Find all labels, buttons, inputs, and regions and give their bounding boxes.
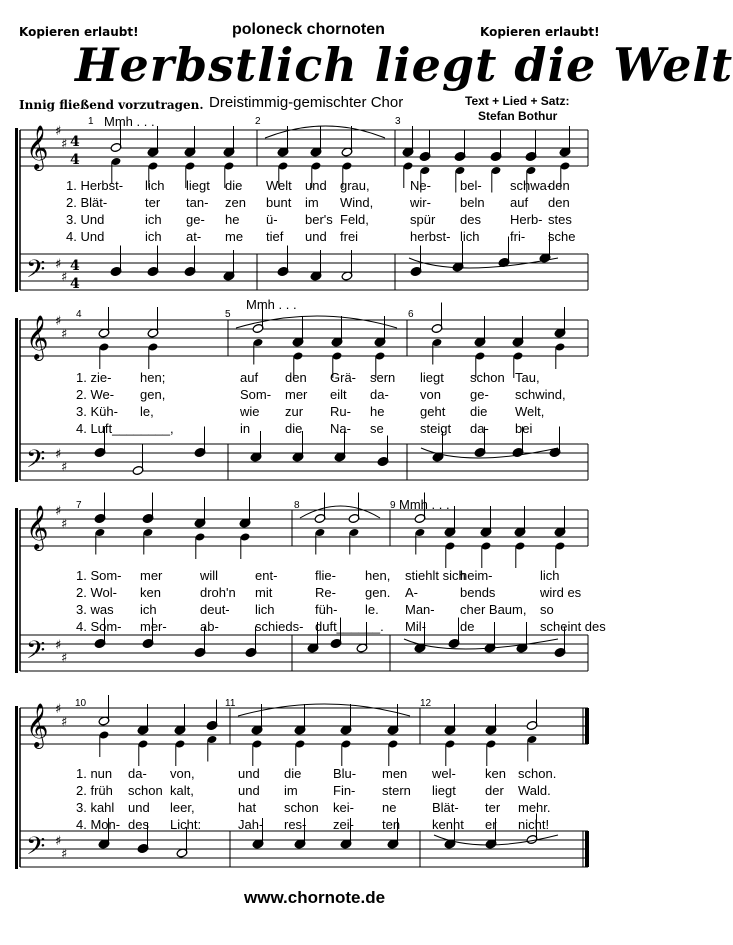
lyric-syllable: lich bbox=[460, 229, 480, 244]
lyric-syllable: 4. Mon- bbox=[76, 817, 121, 832]
measure-number: 9 bbox=[390, 500, 396, 511]
lyric-syllable: Fin- bbox=[333, 783, 356, 798]
system-bracket bbox=[15, 128, 18, 292]
lyric-syllable: 4. Und bbox=[66, 229, 105, 244]
measure-number: 12 bbox=[420, 698, 432, 709]
lyric-syllable: scheint des bbox=[540, 619, 606, 634]
lyric-syllable: zur bbox=[285, 404, 304, 419]
lyric-syllable: liegt bbox=[186, 178, 210, 193]
lyric-syllable: res- bbox=[284, 817, 307, 832]
lyric-syllable: 4. Luft________, bbox=[76, 421, 174, 436]
lyric-syllable: Feld, bbox=[340, 212, 369, 227]
lyric-syllable: ü- bbox=[266, 212, 278, 227]
lyric-syllable: wir- bbox=[410, 195, 431, 210]
lyric-syllable: mit bbox=[255, 585, 273, 600]
lyric-syllable: der bbox=[485, 783, 504, 798]
lyric-syllable: eilt bbox=[330, 387, 347, 402]
lyric-syllable: men bbox=[382, 766, 408, 781]
lyric-syllable: ich bbox=[145, 212, 162, 227]
lyric-syllable: spür bbox=[410, 212, 436, 227]
treble-clef-icon: 𝄞 bbox=[26, 315, 49, 359]
sharp-icon: ♯ bbox=[55, 124, 62, 139]
sharp-icon: ♯ bbox=[61, 715, 68, 730]
measure-number: 6 bbox=[408, 309, 414, 320]
credit-line-2: Stefan Bothur bbox=[478, 109, 558, 123]
lyric-syllable: da- bbox=[470, 421, 489, 436]
lyric-syllable: da- bbox=[128, 766, 147, 781]
lyric-syllable: ab- bbox=[200, 619, 219, 634]
lyric-syllable: kei- bbox=[333, 800, 354, 815]
lyric-syllable: hat bbox=[238, 800, 257, 815]
lyric-syllable: ich bbox=[140, 602, 157, 617]
lyric-syllable: geht bbox=[420, 404, 446, 419]
lyric-syllable: frei bbox=[340, 229, 359, 244]
lyric-syllable: lich bbox=[145, 178, 165, 193]
lyric-syllable: ne bbox=[382, 800, 397, 815]
sharp-icon: ♯ bbox=[55, 447, 62, 462]
lyric-syllable: zen bbox=[225, 195, 246, 210]
lyric-syllable: duft______. bbox=[315, 619, 384, 634]
lyric-syllable: und bbox=[238, 783, 260, 798]
lyric-syllable: den bbox=[548, 195, 570, 210]
lyric-syllable: 2. Wol- bbox=[76, 585, 117, 600]
copy-notice-right: Kopieren erlaubt! bbox=[480, 25, 600, 39]
lyric-syllable: lich bbox=[255, 602, 275, 617]
sharp-icon: ♯ bbox=[55, 702, 62, 717]
lyric-syllable: liegt bbox=[420, 370, 444, 385]
lyric-syllable: Ne- bbox=[410, 178, 431, 193]
measure-number: 7 bbox=[76, 500, 82, 511]
lyric-syllable: die bbox=[470, 404, 488, 419]
lyric-syllable: kalt, bbox=[170, 783, 194, 798]
lyric-syllable: sern bbox=[370, 370, 396, 385]
slur bbox=[265, 126, 385, 138]
lyric-syllable: bel- bbox=[460, 178, 482, 193]
lyric-syllable: die bbox=[284, 766, 302, 781]
lyric-syllable: Herb- bbox=[510, 212, 543, 227]
sharp-icon: ♯ bbox=[55, 257, 62, 272]
lyric-syllable: ge- bbox=[470, 387, 489, 402]
treble-clef-icon: 𝄞 bbox=[26, 505, 49, 549]
measure-number: 4 bbox=[76, 309, 82, 320]
lyric-syllable: ken bbox=[485, 766, 506, 781]
lyric-syllable: in bbox=[240, 421, 251, 436]
lyric-syllable: Wald. bbox=[518, 783, 551, 798]
lyric-syllable: kennt bbox=[432, 817, 464, 832]
lyric-syllable: ter bbox=[145, 195, 161, 210]
lyric-syllable: grau, bbox=[340, 178, 370, 193]
lyric-syllable: Mil- bbox=[405, 619, 426, 634]
lyric-syllable: le, bbox=[140, 404, 154, 419]
sharp-icon: ♯ bbox=[61, 847, 68, 862]
lyric-syllable: se bbox=[370, 421, 384, 436]
lyric-syllable: mer- bbox=[140, 619, 167, 634]
lyric-syllable: mer bbox=[285, 387, 308, 402]
lyric-syllable: Ru- bbox=[330, 404, 351, 419]
lyric-syllable: stiehlt sich bbox=[405, 568, 466, 583]
lyric-syllable: will bbox=[200, 568, 219, 583]
lyric-syllable: 1. zie- bbox=[76, 370, 112, 385]
bass-clef-icon: 𝄢 bbox=[26, 255, 46, 290]
lyric-syllable: bei bbox=[515, 421, 533, 436]
lyric-syllable: wel- bbox=[432, 766, 456, 781]
treble-clef-icon: 𝄞 bbox=[26, 125, 49, 169]
lyric-syllable: die bbox=[285, 421, 303, 436]
lyric-syllable: wie bbox=[240, 404, 260, 419]
tempo-marking: Innig fließend vorzutragen. bbox=[19, 98, 204, 112]
lyric-syllable: 3. Küh- bbox=[76, 404, 118, 419]
lyric-syllable: ter bbox=[485, 800, 501, 815]
lyric-syllable: und bbox=[128, 800, 150, 815]
lyric-syllable: den bbox=[285, 370, 307, 385]
lyric-syllable: Som- bbox=[240, 387, 272, 402]
lyric-syllable: Welt bbox=[266, 178, 292, 193]
lyric-syllable: im bbox=[284, 783, 298, 798]
time-signature: 4 bbox=[70, 258, 80, 274]
lyric-syllable: mehr. bbox=[518, 800, 551, 815]
lyric-syllable: Blät- bbox=[432, 800, 459, 815]
lyric-syllable: von, bbox=[170, 766, 195, 781]
lyric-syllable: Wind, bbox=[340, 195, 374, 210]
lyric-syllable: Na- bbox=[330, 421, 351, 436]
credit-line-1: Text + Lied + Satz: bbox=[465, 94, 570, 108]
hum-marking: Mmh . . . bbox=[246, 297, 297, 312]
measure-number: 1 bbox=[88, 116, 94, 127]
treble-clef-icon: 𝄞 bbox=[26, 703, 49, 747]
lyric-syllable: A- bbox=[405, 585, 418, 600]
lyric-syllable: 1. nun bbox=[76, 766, 113, 781]
lyric-syllable: den bbox=[548, 178, 570, 193]
lyric-syllable: he bbox=[370, 404, 385, 419]
lyric-syllable: er bbox=[485, 817, 497, 832]
lyric-syllable: 3. Und bbox=[66, 212, 105, 227]
system-bracket bbox=[15, 318, 18, 482]
lyric-syllable: nicht! bbox=[518, 817, 550, 832]
lyric-syllable: so bbox=[540, 602, 554, 617]
lyric-syllable: ent- bbox=[255, 568, 278, 583]
song-title: Herbstlich liegt die Welt bbox=[75, 38, 733, 92]
lyric-syllable: lich bbox=[540, 568, 560, 583]
lyric-syllable: 2. früh bbox=[76, 783, 113, 798]
lyric-syllable: 4. Som- bbox=[76, 619, 122, 634]
lyric-syllable: Tau, bbox=[515, 370, 540, 385]
lyric-syllable: schon bbox=[284, 800, 319, 815]
lyric-syllable: im bbox=[305, 195, 319, 210]
measure-number: 10 bbox=[75, 698, 87, 709]
lyric-syllable: 3. kahl bbox=[76, 800, 115, 815]
copy-notice-left: Kopieren erlaubt! bbox=[19, 25, 139, 39]
sharp-icon: ♯ bbox=[55, 834, 62, 849]
lyric-syllable: füh- bbox=[315, 602, 338, 617]
lyric-syllable: auf bbox=[240, 370, 259, 385]
lyric-syllable: wird es bbox=[540, 585, 582, 600]
final-barline bbox=[585, 708, 589, 744]
publisher-name: poloneck chornoten bbox=[232, 21, 385, 38]
sharp-icon: ♯ bbox=[61, 327, 68, 342]
sharp-icon: ♯ bbox=[61, 460, 68, 475]
lyric-syllable: schwa- bbox=[510, 178, 552, 193]
measure-number: 5 bbox=[225, 309, 231, 320]
hum-marking: Mmh . . . bbox=[399, 497, 450, 512]
sharp-icon: ♯ bbox=[61, 517, 68, 532]
lyric-syllable: at- bbox=[186, 229, 202, 244]
lyric-syllable: Man- bbox=[405, 602, 435, 617]
lyric-syllable: he bbox=[225, 212, 240, 227]
measure-number: 11 bbox=[225, 698, 236, 709]
lyric-syllable: die bbox=[225, 178, 243, 193]
lyric-syllable: 3. was bbox=[76, 602, 114, 617]
system-bracket bbox=[15, 508, 18, 673]
measure-number: 3 bbox=[395, 116, 401, 127]
lyric-syllable: steigt bbox=[420, 421, 452, 436]
lyric-syllable: stes bbox=[548, 212, 572, 227]
time-signature: 4 bbox=[70, 134, 80, 150]
lyric-syllable: heim- bbox=[460, 568, 493, 583]
lyric-syllable: schon. bbox=[518, 766, 557, 781]
lyric-syllable: 1. Som- bbox=[76, 568, 122, 583]
lyric-syllable: des bbox=[460, 212, 481, 227]
lyric-syllable: ge- bbox=[186, 212, 205, 227]
lyric-syllable: Blu- bbox=[333, 766, 357, 781]
lyric-syllable: flie- bbox=[315, 568, 336, 583]
lyric-syllable: de bbox=[460, 619, 475, 634]
lyric-syllable: hen, bbox=[365, 568, 391, 583]
sharp-icon: ♯ bbox=[55, 314, 62, 329]
lyric-syllable: hen; bbox=[140, 370, 166, 385]
lyric-syllable: 2. Blät- bbox=[66, 195, 108, 210]
lyric-syllable: und bbox=[238, 766, 260, 781]
lyric-syllable: beln bbox=[460, 195, 485, 210]
bass-clef-icon: 𝄢 bbox=[26, 636, 46, 671]
lyric-syllable: schieds- bbox=[255, 619, 304, 634]
sharp-icon: ♯ bbox=[61, 651, 68, 666]
lyric-syllable: fri- bbox=[510, 229, 526, 244]
lyric-syllable: ich bbox=[145, 229, 162, 244]
lyric-syllable: auf bbox=[510, 195, 529, 210]
lyric-syllable: herbst- bbox=[410, 229, 451, 244]
lyric-syllable: le. bbox=[365, 602, 379, 617]
lyric-syllable: liegt bbox=[432, 783, 456, 798]
sharp-icon: ♯ bbox=[55, 638, 62, 653]
sharp-icon: ♯ bbox=[61, 137, 68, 152]
lyric-syllable: Re- bbox=[315, 585, 336, 600]
lyric-syllable: 1. Herbst- bbox=[66, 178, 124, 193]
lyric-syllable: des bbox=[128, 817, 149, 832]
lyric-syllable: zei- bbox=[333, 817, 354, 832]
lyric-syllable: Welt, bbox=[515, 404, 545, 419]
lyric-syllable: tief bbox=[266, 229, 284, 244]
lyric-syllable: ken bbox=[140, 585, 161, 600]
lyric-syllable: bends bbox=[460, 585, 496, 600]
slur bbox=[300, 506, 380, 518]
lyric-syllable: ber's bbox=[305, 212, 333, 227]
lyric-syllable: cher Baum, bbox=[460, 602, 527, 617]
lyric-syllable: schon bbox=[470, 370, 505, 385]
lyric-syllable: von bbox=[420, 387, 441, 402]
lyric-syllable: Jah- bbox=[238, 817, 264, 832]
time-signature: 4 bbox=[70, 276, 80, 292]
lyric-syllable: ten bbox=[382, 817, 401, 832]
website-footer: www.chornote.de bbox=[244, 888, 386, 907]
system-bracket bbox=[15, 706, 18, 869]
voicing-label: Dreistimmig-gemischter Chor bbox=[209, 94, 404, 111]
lyric-syllable: schwind, bbox=[515, 387, 566, 402]
lyric-syllable: mer bbox=[140, 568, 163, 583]
lyric-syllable: stern bbox=[382, 783, 411, 798]
final-barline bbox=[585, 831, 589, 867]
measure-number: 8 bbox=[294, 500, 300, 511]
sharp-icon: ♯ bbox=[55, 504, 62, 519]
lyric-syllable: sche bbox=[548, 229, 576, 244]
lyric-syllable: tan- bbox=[186, 195, 209, 210]
lyric-syllable: und bbox=[305, 229, 327, 244]
slur bbox=[238, 704, 410, 716]
lyric-syllable: Licht: bbox=[170, 817, 202, 832]
lyric-syllable: me bbox=[225, 229, 244, 244]
lyric-syllable: deut- bbox=[200, 602, 230, 617]
lyric-syllable: gen. bbox=[365, 585, 391, 600]
lyric-syllable: 2. We- bbox=[76, 387, 115, 402]
hum-marking: Mmh . . . bbox=[104, 114, 155, 129]
lyric-syllable: da- bbox=[370, 387, 389, 402]
lyric-syllable: leer, bbox=[170, 800, 195, 815]
lyric-syllable: und bbox=[305, 178, 327, 193]
time-signature: 4 bbox=[70, 152, 80, 168]
lyric-syllable: bunt bbox=[266, 195, 292, 210]
lyric-syllable: droh'n bbox=[200, 585, 236, 600]
measure-number: 2 bbox=[255, 116, 261, 127]
lyric-syllable: gen, bbox=[140, 387, 166, 402]
sharp-icon: ♯ bbox=[61, 270, 68, 285]
lyric-syllable: Grä- bbox=[330, 370, 356, 385]
bass-clef-icon: 𝄢 bbox=[26, 445, 46, 480]
lyric-syllable: schon bbox=[128, 783, 163, 798]
bass-clef-icon: 𝄢 bbox=[26, 832, 46, 867]
